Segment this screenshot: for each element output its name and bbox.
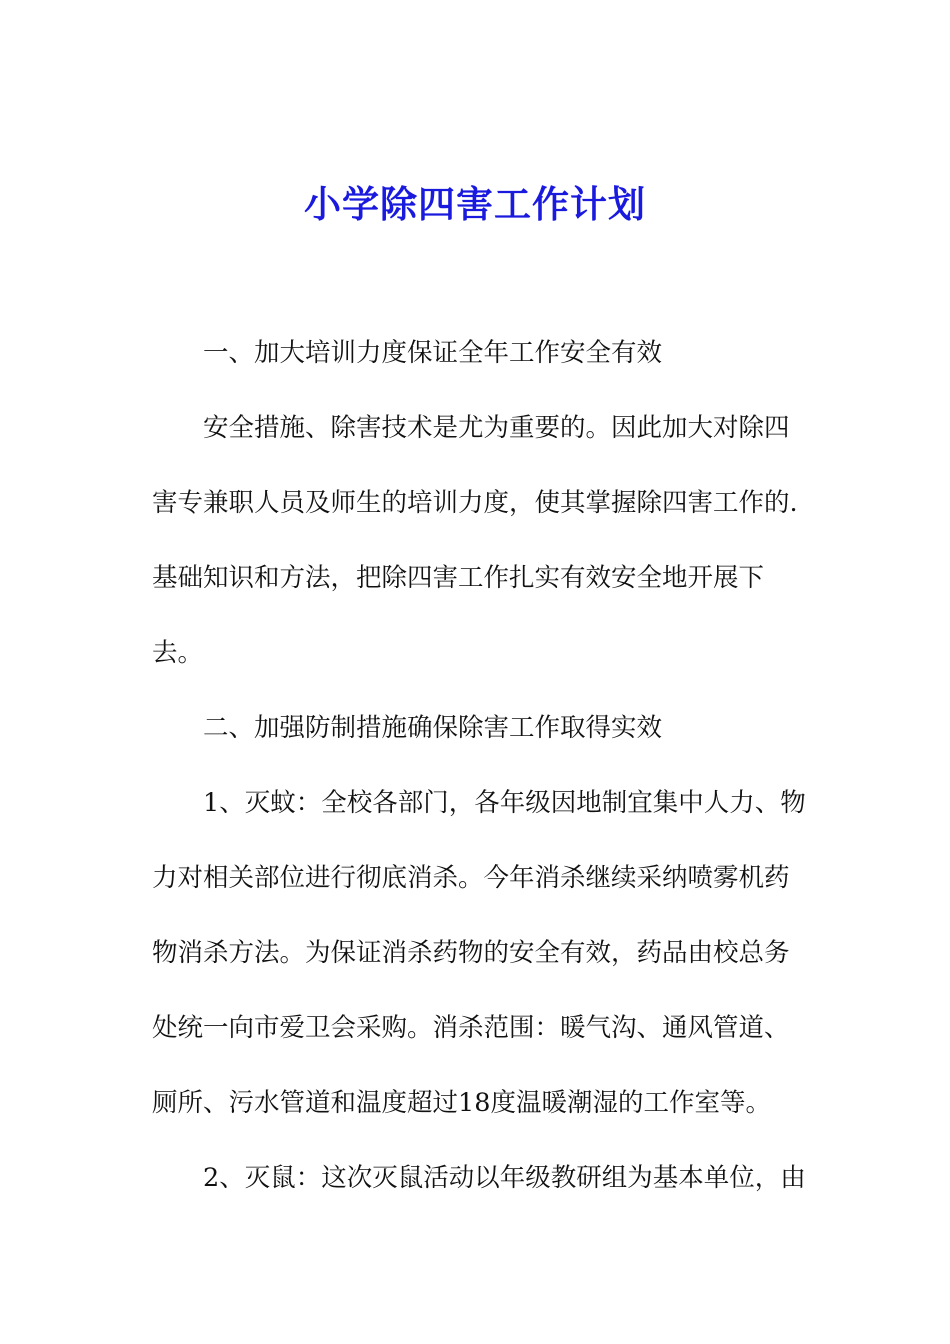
paragraph-line: 2、灭鼠：这次灭鼠活动以年级教研组为基本单位，由	[203, 1163, 806, 1193]
paragraph-line: 安全措施、除害技术是尤为重要的。因此加大对除四	[203, 413, 790, 443]
paragraph-line: 处统一向市爱卫会采购。消杀范围：暖气沟、通风管道、	[152, 1013, 790, 1043]
paragraph-line: 力对相关部位进行彻底消杀。今年消杀继续采纳喷雾机药	[152, 863, 790, 893]
document-title: 小学除四害工作计划	[304, 182, 646, 226]
paragraph-line: 物消杀方法。为保证消杀药物的安全有效，药品由校总务	[152, 938, 790, 968]
section-heading-2: 二、加强防制措施确保除害工作取得实效	[203, 713, 663, 743]
paragraph-line: 基础知识和方法，把除四害工作扎实有效安全地开展下	[152, 563, 765, 593]
paragraph-line: 1、灭蚊：全校各部门，各年级因地制宜集中人力、物	[203, 788, 806, 818]
paragraph-line: 去。	[152, 638, 204, 668]
paragraph-line: 厕所、污水管道和温度超过18度温暖潮湿的工作室等。	[152, 1088, 771, 1118]
section-heading-1: 一、加大培训力度保证全年工作安全有效	[203, 338, 663, 368]
paragraph-line: 害专兼职人员及师生的培训力度，使其掌握除四害工作的.	[152, 488, 798, 518]
